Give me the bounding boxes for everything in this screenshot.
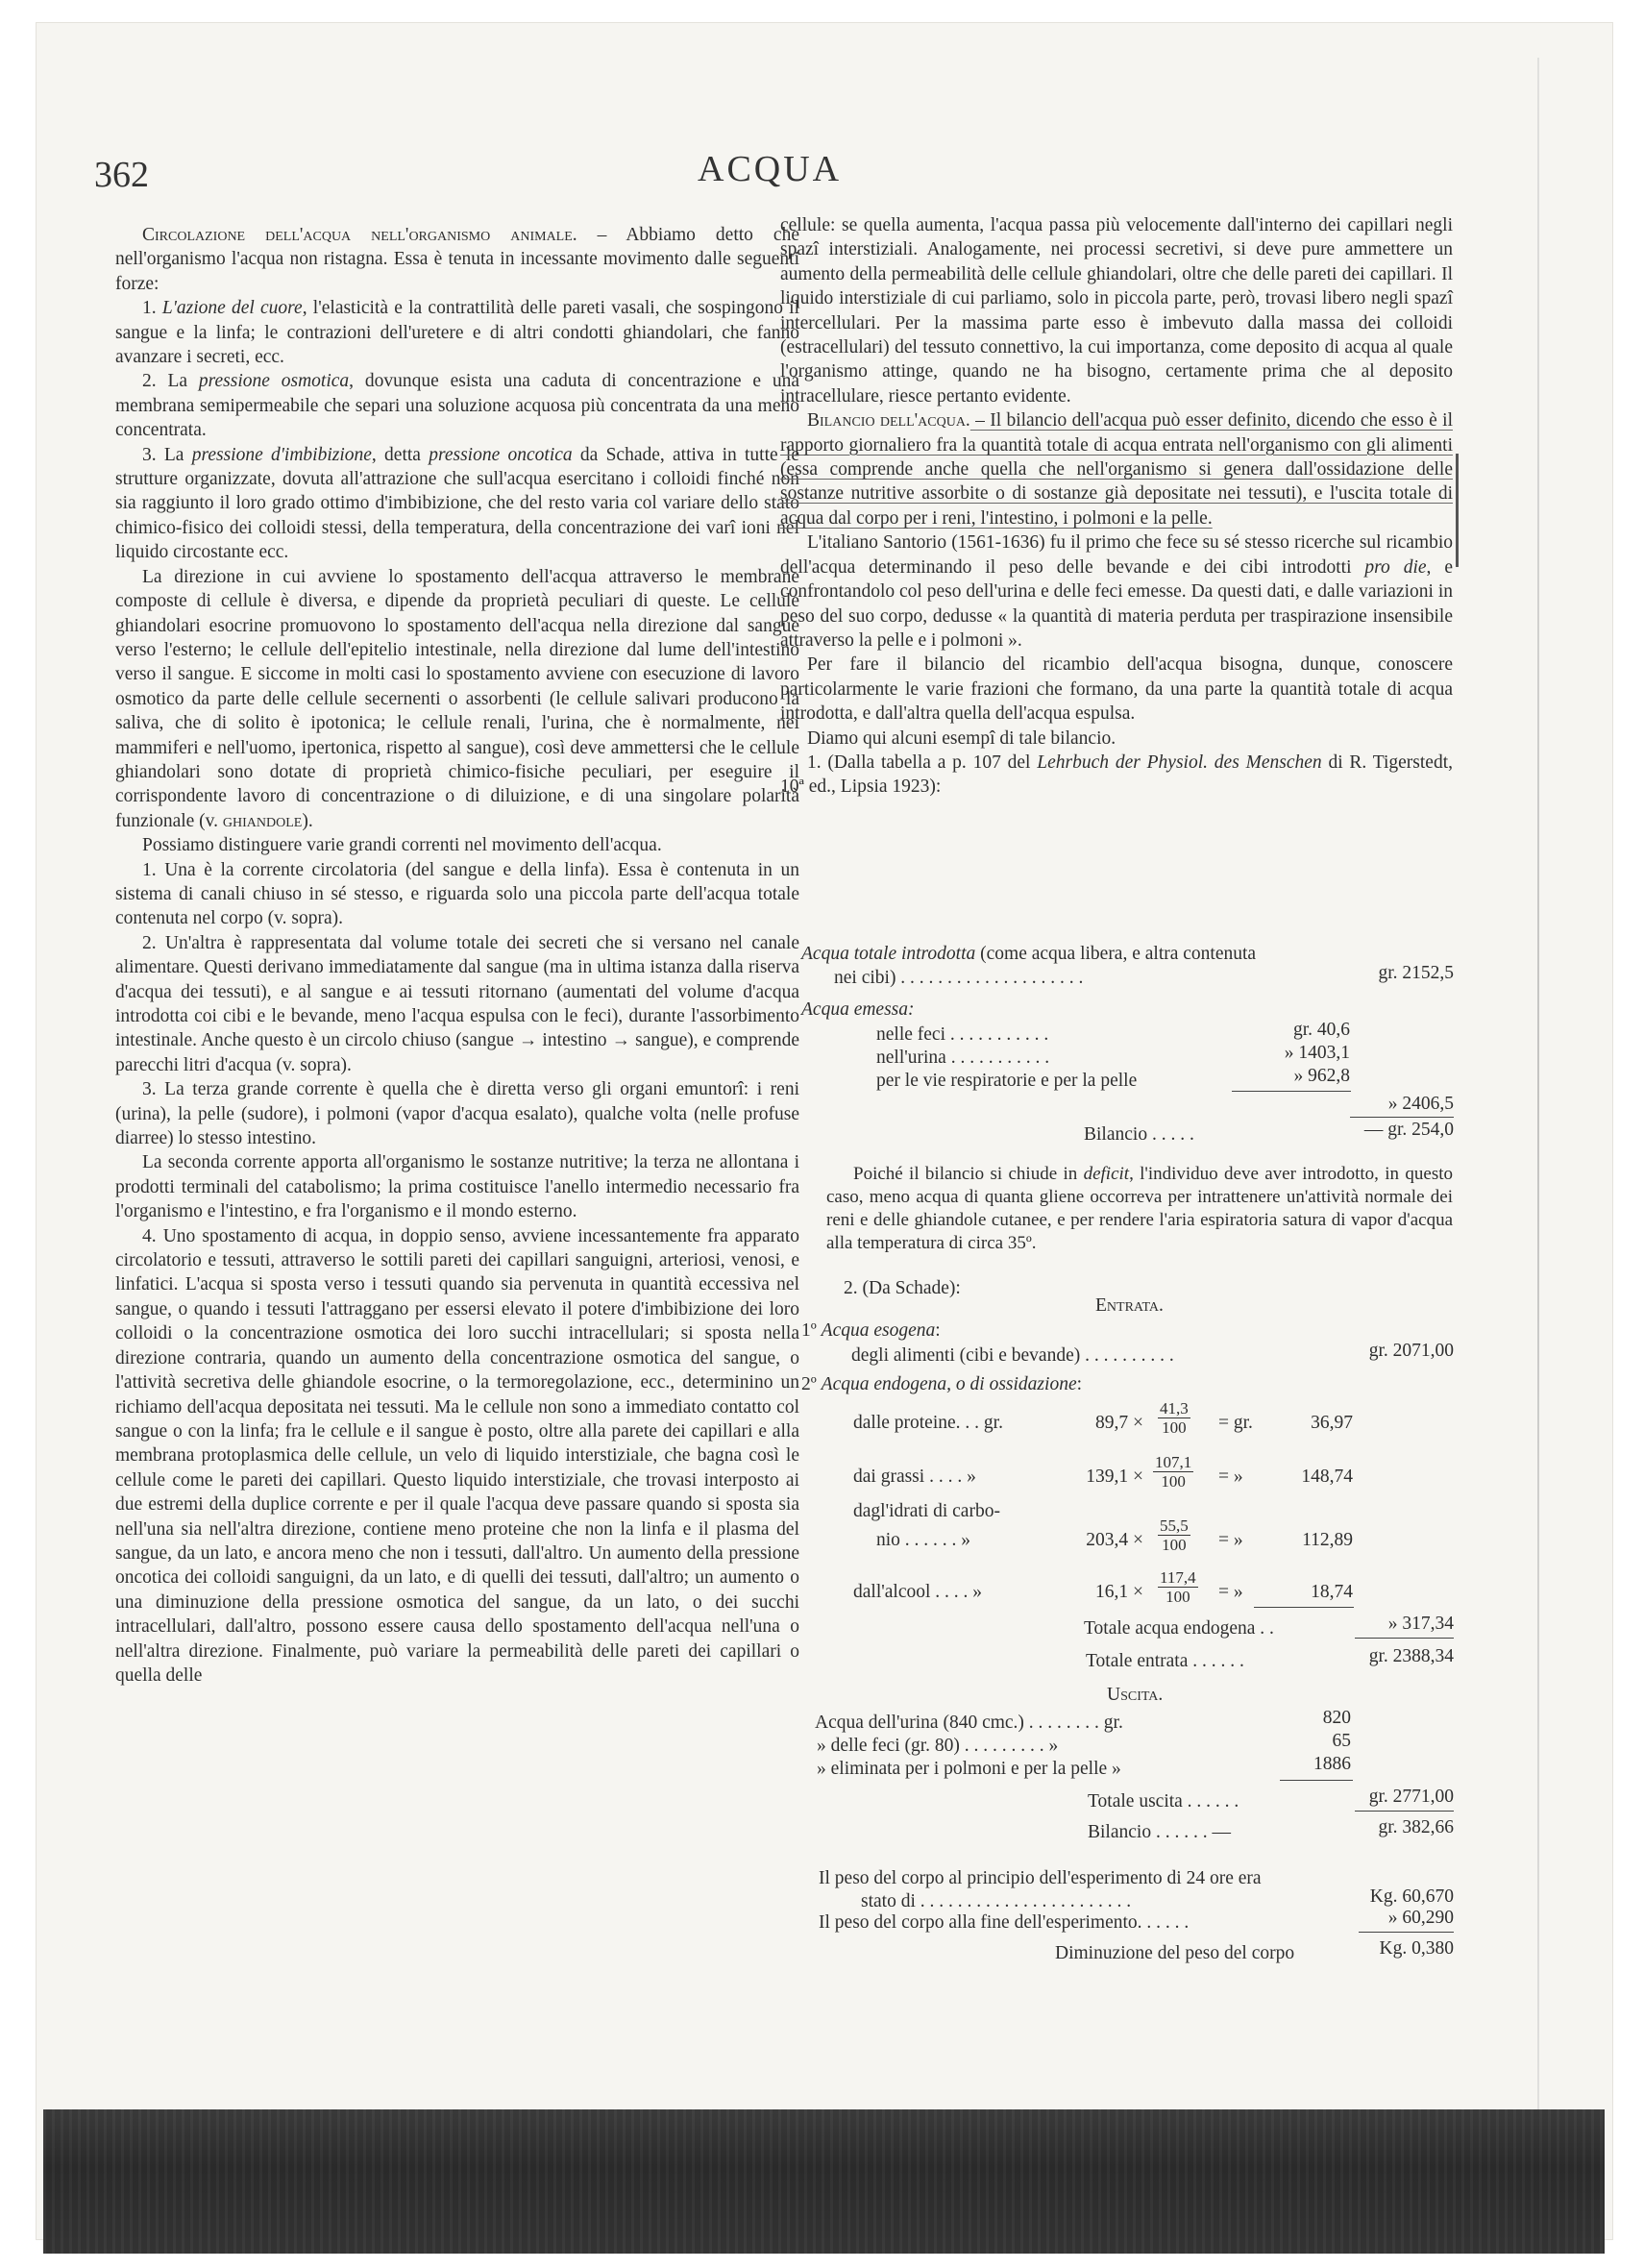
- running-head: ACQUA: [698, 149, 843, 189]
- left-column: [115, 223, 799, 1688]
- section-heading-circolazione: Circolazione dell'acqua nell'organismo animale.: [142, 225, 577, 245]
- introdotta-label-2: nei cibi) . . . . . . . . . . . . . . . . . . . .: [834, 968, 1084, 988]
- esogena-label: 1º Acqua esogena:: [801, 1320, 941, 1341]
- introdotta-label: Acqua totale introdotta (come acqua libera, e altra contenuta: [801, 944, 1257, 964]
- paragraph-bilancio: [780, 408, 1453, 530]
- entrata-heading: Entrata.: [1095, 1295, 1164, 1316]
- totale-uscita-label: Totale uscita . . . . . .: [1088, 1791, 1239, 1812]
- diminuzione-value: Kg. 0,380: [1379, 1938, 1454, 1959]
- underlined-definition: – Il bilancio dell'acqua può esser definito, dicendo che esso è il rapporto giornaliero fra la quantità totale di acqua entrata nell'organismo con gli alimenti (essa comprende anche quella che nell'organismo si genera dall'ossidazione delle sostanze nutritive assorbite o di sostanze già depositate nei tessuti), e l'uscita totale di acqua dal corpo per i reni, l'intestino, i polmoni e la pelle.: [780, 410, 1453, 529]
- proteine-qty: 89,7 ×: [1095, 1413, 1143, 1433]
- usc-urina-label: Acqua dell'urina (840 cmc.) . . . . . . . . gr.: [815, 1713, 1123, 1733]
- paragraph-corrente-4: 4. Uno spostamento di acqua, in doppio senso, avviene incessantemente fra apparato circolatorio e tessuti, attraverso le sottili pareti dei capillari sanguigni, arteriosi, venosi, e linfatici. L'acqua si sposta verso i tessuti quando sia pervenuta in quantità eccessiva nel sangue, o quando i tessuti l'attraggano per essersi elevato il potere d'imbibizione dei loro colloidi o la concentrazione osmotica dei loro succhi intracellulari; si sposta nella direzione contraria, quando un aumento della concentrazione osmotica del sangue, o l'attività secretiva delle ghiandole esocrine, o la termoregolazione, ecc., determinino un richiamo dell'acqua depositata nei tessuti. Ma le cellule non sono a immediato contatto col sangue o con la linfa; fra le cellule e il sangue è posto, oltre alla parete dei capillari e alla membrana protoplasmica delle cellule, un velo di liquido interstiziale, che bagna così le cellule come le pareti dei capillari. Questo liquido interstiziale, che trovasi interposto ai due estremi della duplice corrente e per il quale l'acqua deve passare quando si sposta sia nell'una sia nell'altra direzione, contiene meno proteine che non la linfa e il plasma del sangue, da un lato, e ancora meno che non i tessuti, dall'altro. Un aumento della pressione oncotica dei colloidi sanguigni, da un lato, e di quelli dei tessuti, dall'altro; un aumento o una diminuzione della pressione osmotica del sangue, da un lato, o dei succhi intracellulari, dall'altro, possono essere causa dello spostamento dell'acqua nell'una o nell'altra direzione. Finalmente, può variare la permeabilità delle pareti dei capillari o quella delle: [115, 1225, 799, 1686]
- rule: [1254, 1607, 1354, 1608]
- bilancio-2-label: Bilancio . . . . . . —: [1088, 1822, 1231, 1842]
- proteine-label: dalle proteine. . . gr.: [853, 1413, 1003, 1433]
- paragraph-santorio: L'italiano Santorio (1561-1636) fu il primo che fece su sé stesso ricerche sul ricambio dell'acqua determinando il peso delle bevande e dei cibi introdotti pro die, e confrontandolo col peso dell'urina e delle feci emesse. Da questi dati, e dalle variazioni in peso del suo corpo, dedusse « la quantità di materia perduta per traspirazione insensibile attraverso la pelle e i polmoni ».: [780, 532, 1454, 651]
- totale-endogena-label: Totale acqua endogena . .: [1084, 1618, 1274, 1639]
- bilancio-label: Bilancio . . . . .: [1084, 1124, 1194, 1145]
- example-1-note: Poiché il bilancio si chiude in deficit, l'individuo deve aver introdotto, in questo caso, meno acqua di quanta gliene occorreva per intrattenere un'attività normale dei reni e delle ghiandole cutanee, e per rendere l'aria espiratoria satura di vapor d'acqua alla temperatura di circa 35º.: [826, 1164, 1453, 1253]
- paragraph-esempi: Diamo qui alcuni esempî di tale bilancio.: [807, 727, 1116, 749]
- feci-label: nelle feci . . . . . . . . . . .: [876, 1024, 1049, 1045]
- idrati-label: nio . . . . . . »: [876, 1530, 971, 1550]
- proteine-result: 36,97: [1311, 1413, 1353, 1433]
- rule: [1350, 1117, 1454, 1118]
- section-heading-bilancio: Bilancio dell'acqua.: [807, 410, 970, 431]
- totale-entrata-value: gr. 2388,34: [1368, 1646, 1454, 1666]
- alcool-qty: 16,1 ×: [1095, 1582, 1143, 1602]
- paragraph-bilancio-frazioni: Per fare il bilancio del ricambio dell'acqua bisogna, dunque, conoscere particolarmente le varie frazioni che formano, da una parte la quantità totale di acqua introdotta, e dall'altra quella dell'acqua espulsa.: [780, 654, 1453, 725]
- cross-reference-ghiandole[interactable]: ghiandole: [222, 810, 303, 831]
- grassi-result: 148,74: [1301, 1467, 1353, 1487]
- alimenti-label: degli alimenti (cibi e bevande) . . . . . . . . . .: [851, 1345, 1174, 1366]
- proteine-eq: = gr.: [1218, 1413, 1253, 1433]
- grassi-fraction: $\frac{107,1}{100}$: [1155, 1453, 1192, 1491]
- paragraph-circolazione: Circolazione dell'acqua nell'organismo animale. – Abbiamo detto che nell'organismo l'acqua non ristagna. Essa è tenuta in incessante movimento dalle seguenti forze:: [115, 225, 799, 294]
- rule: [1232, 1091, 1351, 1092]
- paragraph-force-1: 1. L'azione del cuore, l'elasticità e la contrattilità delle pareti vasali, che sospingono il sangue e la linfa; le contrazioni dell'uretere e di altri condotti ghiandolari, che fanno avanzare i secreti, ecc.: [115, 298, 799, 368]
- paragraph-corrente-1: 1. Una è la corrente circolatoria (del sangue e della linfa). Essa è contenuta in un sistema di canali chiuso in sé stesso, e riguarda solo una piccola parte dell'acqua totale contenuta nel corpo (v. sopra).: [115, 859, 799, 929]
- grassi-qty: 139,1 ×: [1086, 1467, 1143, 1487]
- paragraph-direzione: La direzione in cui avviene lo spostamento dell'acqua attraverso le membrane composte di cellule è diversa, e dipende da proprietà peculiari di queste. Le cellule ghiandolari esocrine promuovono lo spostamento dell'acqua nella direzione dal sangue verso l'esterno; le cellule dell'epitelio intestinale, nella direzione dal lume dell'intestino verso il sangue. E siccome in molti casi lo spostamento avviene con esecuzione di lavoro osmotico da parte delle cellule secernenti o assorbenti (le cellule salivari producono la saliva, che di solito è ipotonica; le cellule renali, l'urina, che è normalmente, nei mammiferi e nell'uomo, ipertonica, rispetto al sangue), così deve ammettersi che le cellule ghiandolari sono dotate di proprietà chimico-fisiche peculiari, per eseguire il corrispondente lavoro di concentrazione o di diluizione, e di una singolare polarità funzionale (v. ghiandole).: [115, 566, 799, 831]
- peso-start-value: Kg. 60,670: [1369, 1886, 1454, 1907]
- rule: [1355, 1811, 1454, 1812]
- grassi-label: dai grassi . . . . »: [853, 1467, 976, 1487]
- idrati-fraction: $\frac{55,5}{100}$: [1160, 1516, 1189, 1554]
- page-edge-shadow: [1537, 58, 1539, 2133]
- emessa-label: Acqua emessa:: [801, 999, 915, 1020]
- totale-entrata-label: Totale entrata . . . . . .: [1086, 1651, 1244, 1671]
- diminuzione-label: Diminuzione del peso del corpo: [1055, 1943, 1295, 1963]
- page-number: 362: [94, 155, 149, 195]
- paragraph-example-1-source: 1. (Dalla tabella a p. 107 del Lehrbuch der Physiol. des Menschen di R. Tigerstedt, 10ª ed., Lipsia 1923):: [780, 752, 1453, 798]
- example-2-title: 2. (Da Schade):: [844, 1278, 961, 1298]
- alcool-fraction: $\frac{117,4}{100}$: [1160, 1568, 1196, 1606]
- paragraph-force-3: 3. La pressione d'imbibizione, detta pressione oncotica da Schade, attiva in tutte le strutture organizzate, dovuta all'attrazione che sull'acqua esercitano i colloidi finché non sia raggiunto il loro grado ottimo d'imbibizione, che del resto varia col variare dello stato chimico-fisico dei colloidi stessi, della temperatura, della concentrazione dei varî ioni nel liquido circostante ecc.: [115, 444, 800, 563]
- paragraph-seconda-corrente: La seconda corrente apporta all'organismo le sostanze nutritive; la terza ne allontana i prodotti terminali del catabolismo; la prima costituisce l'anello intermedio necessario fra l'organismo e l'intestino, e fra l'organismo e il mondo esterno.: [115, 1152, 799, 1222]
- idrati-result: 112,89: [1302, 1530, 1353, 1550]
- peso-end-label: Il peso del corpo alla fine dell'esperimento. . . . . .: [819, 1912, 1190, 1933]
- peso-end-value: » 60,290: [1387, 1908, 1454, 1928]
- bilancio-value: — gr. 254,0: [1363, 1120, 1454, 1140]
- grassi-eq: = »: [1218, 1467, 1243, 1487]
- right-column: [780, 213, 1453, 800]
- vie-respiratorie-label: per le vie respiratorie e per la pelle: [876, 1071, 1138, 1091]
- rule: [1280, 1780, 1353, 1781]
- introdotta-value: gr. 2152,5: [1378, 963, 1454, 983]
- proteine-fraction: $\frac{41,3}{100}$: [1160, 1399, 1189, 1437]
- alcool-result: 18,74: [1311, 1582, 1353, 1602]
- paragraph-continuation: cellule: se quella aumenta, l'acqua passa più velocemente dall'interno dei capillari negli spazî interstiziali. Analogamente, nei processi secretivi, si deve pure ammettere un aumento della permeabilità delle cellule ghiandolari, oltre che delle pareti dei capillari. Il liquido interstiziale di cui parliamo, solo in piccola parte, però, trovasi libero negli spazî intercellulari. Per la massima parte esso è imbevuto dalla massa dei colloidi (estracellulari) del tessuto connettivo, la cui importanza, come deposito di acqua al quale l'organismo attinge, quando ne ha bisogno, certamente prima che al deposito intracellulare, riesce pertanto evidente.: [780, 215, 1453, 407]
- idrati-qty: 203,4 ×: [1086, 1530, 1143, 1550]
- usc-feci-label: » delle feci (gr. 80) . . . . . . . . . »: [817, 1736, 1059, 1756]
- peso-start-label-2: stato di . . . . . . . . . . . . . . . . . . . . . . .: [861, 1891, 1132, 1911]
- feci-value: gr. 40,6: [1292, 1020, 1350, 1040]
- paragraph-force-2: 2. La pressione osmotica, dovunque esista una caduta di concentrazione e una membrana semipermeabile che separi una soluzione acquosa più concentrata da una meno concentrata.: [115, 371, 799, 441]
- usc-feci-value: 65: [1332, 1731, 1351, 1751]
- total-emessa-value: » 2406,5: [1387, 1094, 1454, 1114]
- alimenti-value: gr. 2071,00: [1368, 1341, 1454, 1361]
- endogena-label: 2º Acqua endogena, o di ossidazione:: [801, 1374, 1083, 1394]
- paragraph-corrente-3: 3. La terza grande corrente è quella che è diretta verso gli organi emuntorî: i reni (urina), la pelle (sudore), i polmoni (vapor d'acqua esalato), qualche volta (nelle profuse diarree) lo stesso intestino.: [115, 1079, 799, 1149]
- margin-marker: [1456, 454, 1459, 567]
- paragraph-correnti: Possiamo distinguere varie grandi correnti nel movimento dell'acqua.: [142, 835, 662, 856]
- paragraph-corrente-2: 2. Un'altra è rappresentata dal volume totale dei secreti che si versano nel canale alimentare. Questi derivano immediatamente dal sangue (ma in ultima istanza dalla riserva d'acqua dei tessuti), e al sangue e ai tessuti ritornano (aumentati del volume d'acqua introdotta coi cibi e le bevande, meno l'acqua espulsa con le feci), durante l'assorbimento intestinale. Anche questo è un circolo chiuso (sangue → intestino → sangue), e comprende parecchi litri d'acqua (v. sopra).: [115, 932, 799, 1075]
- totale-endogena-value: » 317,34: [1387, 1614, 1454, 1634]
- rule: [1355, 1638, 1454, 1639]
- idrati-label-1: dagl'idrati di carbo-: [853, 1501, 1000, 1521]
- idrati-eq: = »: [1218, 1530, 1243, 1550]
- scan-dark-band: [43, 2109, 1605, 2254]
- usc-urina-value: 820: [1322, 1708, 1351, 1728]
- usc-polmoni-label: » eliminata per i polmoni e per la pelle »: [817, 1759, 1121, 1779]
- alcool-label: dall'alcool . . . . »: [853, 1582, 983, 1602]
- urina-label: nell'urina . . . . . . . . . . .: [876, 1048, 1050, 1068]
- uscita-heading: Uscita.: [1107, 1685, 1164, 1705]
- alcool-eq: = »: [1218, 1582, 1243, 1602]
- totale-uscita-value: gr. 2771,00: [1368, 1787, 1454, 1807]
- bilancio-2-value: gr. 382,66: [1378, 1817, 1454, 1837]
- peso-start-label: Il peso del corpo al principio dell'esperimento di 24 ore era: [819, 1868, 1262, 1888]
- vie-respiratorie-value: » 962,8: [1293, 1066, 1350, 1086]
- rule: [1359, 1932, 1454, 1933]
- usc-polmoni-value: 1886: [1313, 1754, 1351, 1774]
- urina-value: » 1403,1: [1284, 1043, 1350, 1063]
